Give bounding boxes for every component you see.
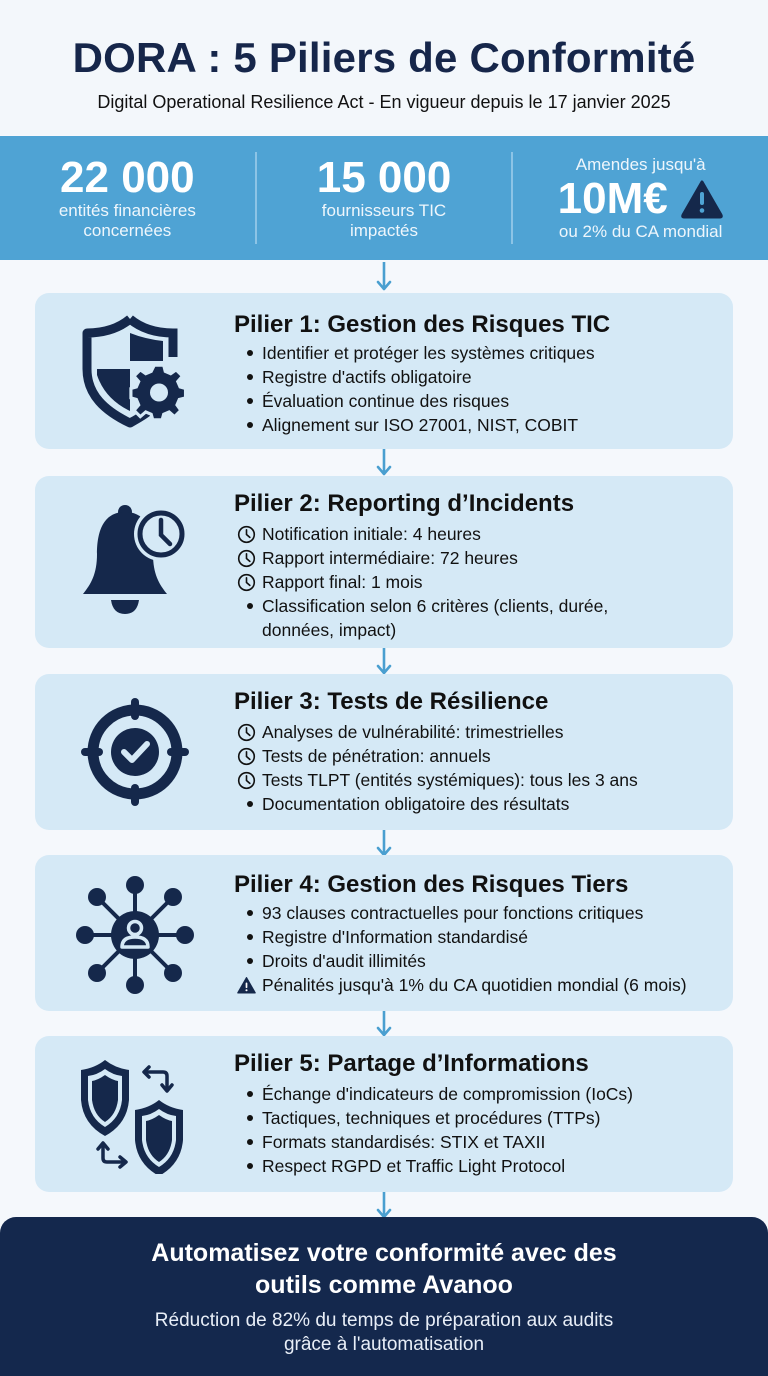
list-item: Tests de pénétration: annuels <box>234 744 638 768</box>
pillar-list <box>234 522 608 642</box>
stat-label: impactés <box>349 221 419 240</box>
bullet-icon <box>234 1106 258 1130</box>
stat-entities <box>0 136 255 260</box>
list-item: Documentation obligatoire des résultats <box>234 792 638 816</box>
arrow-down-icon <box>376 1190 392 1220</box>
page-subtitle: Digital Operational Resilience Act - En vigueur depuis le 17 janvier 2025 <box>97 92 671 112</box>
stat-lead: Amendes jusqu'à <box>575 155 706 174</box>
clock-icon <box>234 522 258 546</box>
clock-icon <box>234 768 258 792</box>
arrow-down-icon <box>376 828 392 858</box>
warning-icon <box>234 973 258 997</box>
bell-clock-icon <box>75 498 195 618</box>
shield-gear-icon <box>75 311 195 431</box>
target-check-icon <box>75 692 195 812</box>
header <box>0 0 768 135</box>
bullet-icon <box>234 594 258 618</box>
pillar-title: Pilier 4: Gestion des Risques Tiers <box>234 871 629 898</box>
stat-label: ou 2% du CA mondial <box>558 222 723 241</box>
pillar-list <box>234 1082 633 1178</box>
bullet-icon <box>234 389 258 413</box>
pillar-card-4 <box>35 855 733 1011</box>
cta-banner <box>0 1217 768 1376</box>
arrow-down-icon <box>376 646 392 676</box>
list-item: Pénalités jusqu'à 1% du CA quotidien mondial (6 mois) <box>234 973 687 997</box>
clock-icon <box>234 570 258 594</box>
stat-value: 10M€ <box>557 174 668 223</box>
bullet-icon <box>234 1130 258 1154</box>
pillar-card-5 <box>35 1036 733 1192</box>
list-item: Identifier et protéger les systèmes critiques <box>234 341 595 365</box>
arrow-down-icon <box>376 1008 392 1038</box>
pillar-card-3 <box>35 674 733 830</box>
list-item: Rapport final: 1 mois <box>234 570 608 594</box>
list-item: Classification selon 6 critères (clients, durée, données, impact) <box>234 594 608 642</box>
bullet-icon <box>234 1154 258 1178</box>
pillar-list <box>234 901 687 997</box>
pillar-card-2 <box>35 476 733 648</box>
list-item: Respect RGPD et Traffic Light Protocol <box>234 1154 633 1178</box>
cta-subtitle: Réduction de 82% du temps de préparation aux audits grâce à l'automatisation <box>154 1310 614 1355</box>
clock-icon <box>234 546 258 570</box>
list-item: Tests TLPT (entités systémiques): tous les 3 ans <box>234 768 638 792</box>
bullet-icon <box>234 792 258 816</box>
stat-value: 15 000 <box>316 153 452 202</box>
stat-fines <box>513 136 768 260</box>
pillar-list <box>234 341 595 437</box>
clock-icon <box>234 744 258 768</box>
list-item: Échange d'indicateurs de compromission (IoCs) <box>234 1082 633 1106</box>
list-item: Registre d'actifs obligatoire <box>234 365 595 389</box>
warning-icon <box>680 179 724 219</box>
stat-label: fournisseurs TIC <box>321 201 447 220</box>
arrow-down-icon <box>376 262 392 292</box>
stats-banner <box>0 136 768 260</box>
list-item: Registre d'Information standardisé <box>234 925 687 949</box>
network-user-icon <box>75 875 195 995</box>
list-item: Droits d'audit illimités <box>234 949 687 973</box>
bullet-icon <box>234 341 258 365</box>
bullet-icon <box>234 413 258 437</box>
pillar-title: Pilier 1: Gestion des Risques TIC <box>234 311 611 338</box>
shields-exchange-icon <box>75 1054 195 1174</box>
list-item: Tactiques, techniques et procédures (TTPs) <box>234 1106 633 1130</box>
bullet-icon <box>234 1082 258 1106</box>
list-item: Alignement sur ISO 27001, NIST, COBIT <box>234 413 595 437</box>
pillar-title: Pilier 5: Partage d’Informations <box>234 1050 589 1077</box>
clock-icon <box>234 720 258 744</box>
pillar-list <box>234 720 638 816</box>
list-item: 93 clauses contractuelles pour fonctions critiques <box>234 901 687 925</box>
stat-label: concernées <box>83 221 172 240</box>
cta-title: Automatisez votre conformité avec des outils comme Avanoo <box>151 1239 617 1299</box>
arrow-down-icon <box>376 447 392 477</box>
pillar-title: Pilier 2: Reporting d’Incidents <box>234 490 575 517</box>
pillar-card-1 <box>35 293 733 449</box>
bullet-icon <box>234 901 258 925</box>
bullet-icon <box>234 365 258 389</box>
list-item: Notification initiale: 4 heures <box>234 522 608 546</box>
page-title: DORA : 5 Piliers de Conformité <box>72 34 696 81</box>
pillar-title: Pilier 3: Tests de Résilience <box>234 688 549 715</box>
list-item: Analyses de vulnérabilité: trimestrielles <box>234 720 638 744</box>
stat-label: entités financières <box>58 201 196 220</box>
list-item: Formats standardisés: STIX et TAXII <box>234 1130 633 1154</box>
list-item: Évaluation continue des risques <box>234 389 595 413</box>
stat-value: 22 000 <box>60 153 195 202</box>
list-item: Rapport intermédiaire: 72 heures <box>234 546 608 570</box>
bullet-icon <box>234 949 258 973</box>
bullet-icon <box>234 925 258 949</box>
stat-providers <box>257 136 512 260</box>
